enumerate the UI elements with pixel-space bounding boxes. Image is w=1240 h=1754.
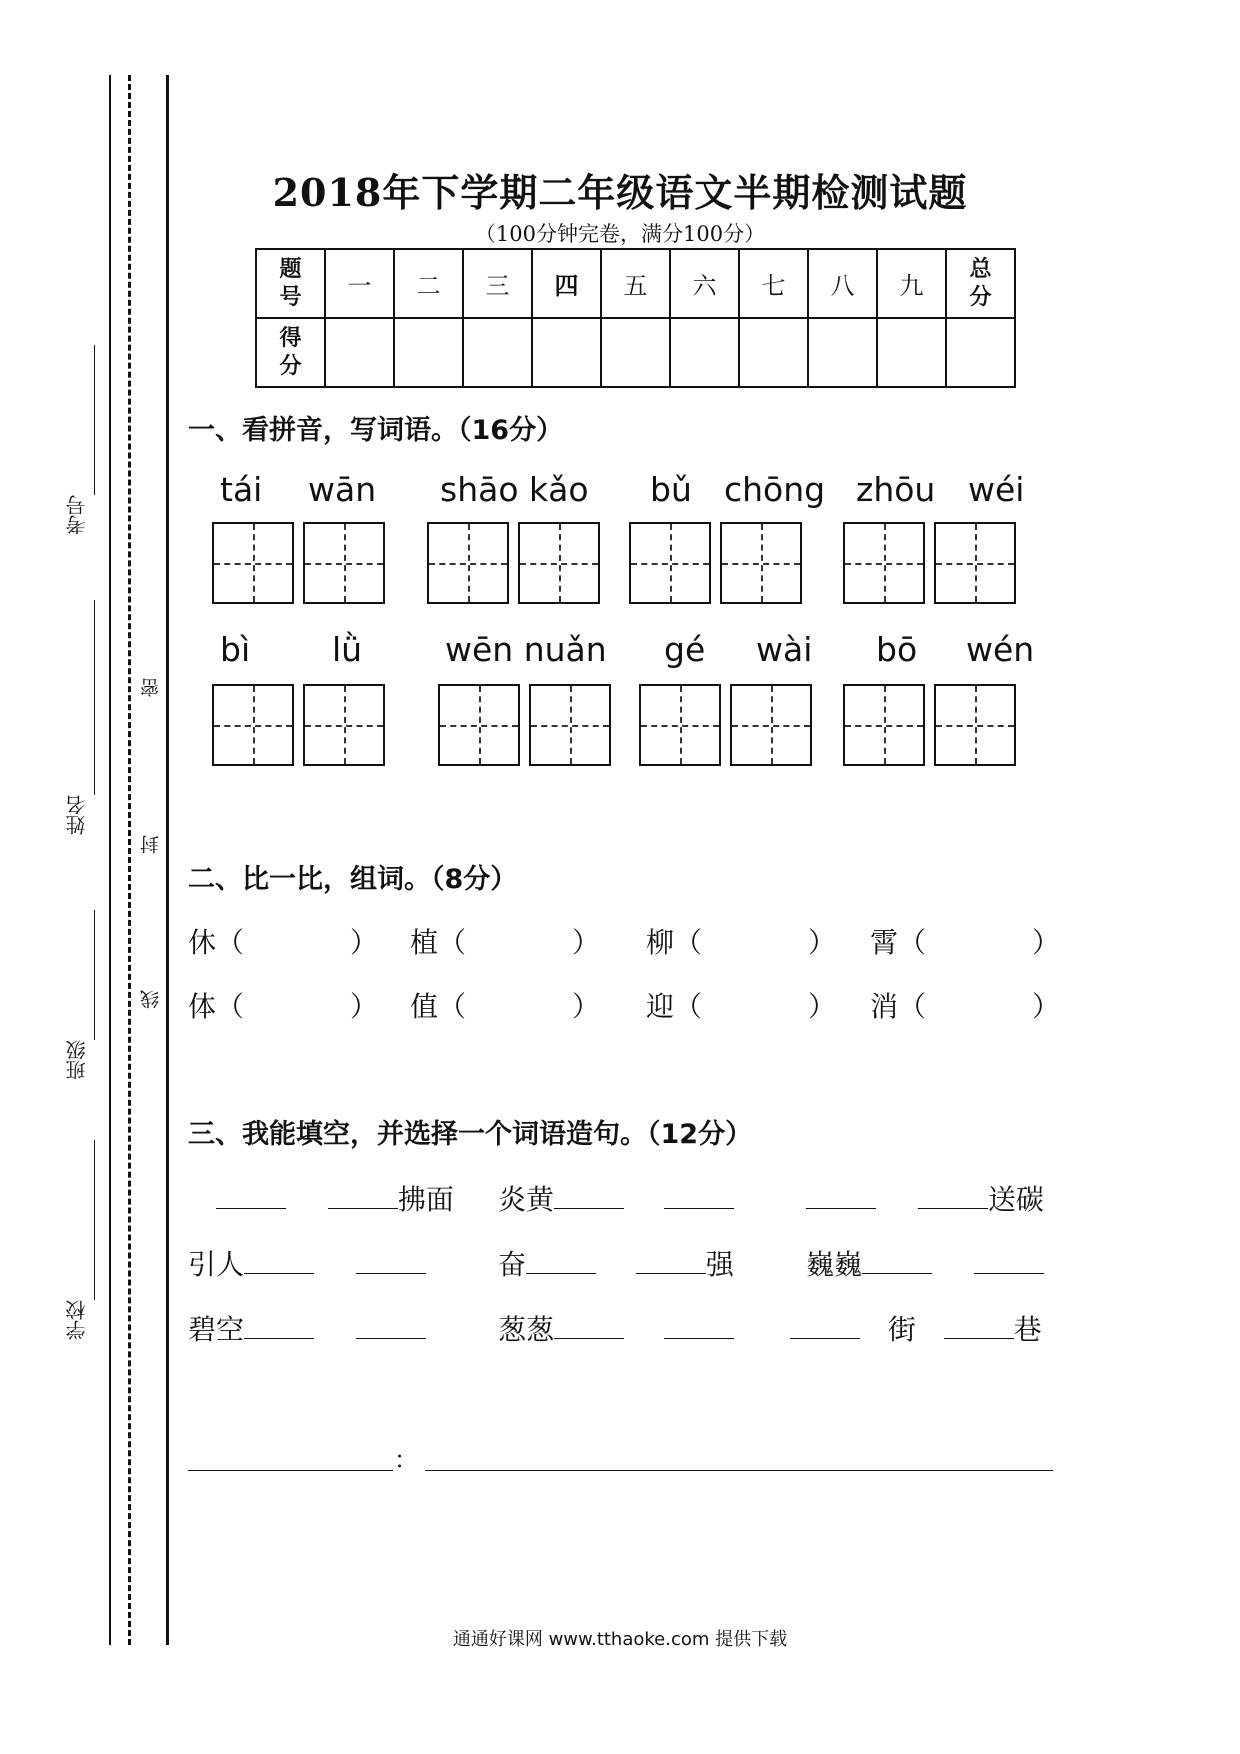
- seal-feng: 封: [140, 835, 162, 854]
- score-cell[interactable]: [463, 318, 532, 387]
- score-cell[interactable]: [394, 318, 463, 387]
- fill-row-2c: [806, 1243, 1044, 1283]
- writing-grid[interactable]: [303, 522, 385, 604]
- fill-row-2b: [498, 1243, 734, 1283]
- paren-close: ）: [572, 926, 601, 959]
- binding-line-outer: [109, 75, 111, 1645]
- pinyin: shāo kǎo: [440, 470, 589, 509]
- fill-row-1b: [498, 1178, 734, 1218]
- score-table: [255, 248, 1016, 388]
- paren-close: ）: [350, 926, 379, 959]
- fill-row-3c: [790, 1308, 1042, 1348]
- name-label: 姓名: [65, 795, 89, 835]
- seal-xian: 线: [140, 990, 162, 1009]
- fill-blank[interactable]: [356, 1247, 426, 1274]
- score-cell[interactable]: [739, 318, 808, 387]
- writing-grid[interactable]: [629, 522, 711, 604]
- section-1-title: 一、看拼音，写词语。（16分）: [188, 415, 564, 446]
- table-row: [256, 249, 1015, 318]
- fill-blank[interactable]: [216, 1182, 286, 1209]
- school-blank[interactable]: [94, 1140, 95, 1300]
- column-2: 二: [394, 249, 463, 318]
- pinyin: wéi: [968, 470, 1025, 509]
- writing-grid[interactable]: [843, 522, 925, 604]
- writing-grid[interactable]: [212, 684, 294, 766]
- fill-blank[interactable]: [918, 1182, 988, 1209]
- word: 街: [887, 1313, 916, 1346]
- section-3-title: 三、我能填空，并选择一个词语造句。（12分）: [188, 1119, 753, 1150]
- class-blank[interactable]: [94, 910, 95, 1040]
- word: 引人: [188, 1248, 245, 1281]
- score-cell[interactable]: [670, 318, 739, 387]
- writing-grid[interactable]: [438, 684, 520, 766]
- writing-grid[interactable]: [639, 684, 721, 766]
- fill-row-1c: [806, 1178, 1044, 1218]
- word: 强: [705, 1248, 734, 1281]
- word: 送碳: [987, 1183, 1044, 1216]
- pinyin: bō: [876, 630, 918, 669]
- pinyin: bì: [220, 630, 251, 669]
- fill-row-1: [216, 1178, 454, 1218]
- column-8: 八: [808, 249, 877, 318]
- writing-grid[interactable]: [303, 684, 385, 766]
- writing-grid[interactable]: [730, 684, 812, 766]
- word: 葱葱: [498, 1313, 555, 1346]
- pinyin: tái: [220, 470, 263, 509]
- score-cell[interactable]: [808, 318, 877, 387]
- writing-grid[interactable]: [529, 684, 611, 766]
- column-5: 五: [601, 249, 670, 318]
- column-1: 一: [325, 249, 394, 318]
- word: 奋: [498, 1248, 527, 1281]
- exam-no-label: 考号: [65, 495, 89, 535]
- table-row: [256, 318, 1015, 387]
- paren-close: ）: [572, 990, 601, 1023]
- score-cell[interactable]: [601, 318, 670, 387]
- pinyin: bǔ: [650, 470, 692, 509]
- paren-close: ）: [808, 990, 837, 1023]
- pinyin: wān: [308, 470, 377, 509]
- column-9: 九: [877, 249, 946, 318]
- compare-item: 值（: [410, 990, 467, 1023]
- pinyin: zhōu: [856, 470, 936, 509]
- page-title: 2018年下学期二年级语文半期检测试题: [272, 170, 968, 215]
- question-no-header: 题号: [256, 249, 325, 318]
- fill-blank[interactable]: [636, 1247, 706, 1274]
- fill-row-3b: [498, 1308, 734, 1348]
- section-2-title: 二、比一比，组词。（8分）: [188, 864, 518, 895]
- pinyin: wén: [966, 630, 1035, 669]
- pinyin: lǜ: [332, 630, 363, 669]
- seal-mi: 密: [140, 678, 162, 697]
- binding-cut-line: [128, 75, 131, 1645]
- word: 巷: [1013, 1313, 1042, 1346]
- fill-blank[interactable]: [554, 1182, 624, 1209]
- paren-close: ）: [1032, 926, 1061, 959]
- fill-row-3: [188, 1308, 426, 1348]
- pinyin: gé: [664, 630, 706, 669]
- fill-blank[interactable]: [944, 1312, 1014, 1339]
- compare-item: 迎（: [646, 990, 703, 1023]
- writing-grid[interactable]: [427, 522, 509, 604]
- compare-item: 休（: [188, 926, 245, 959]
- sentence-word-blank[interactable]: [188, 1470, 393, 1471]
- writing-grid[interactable]: [934, 684, 1016, 766]
- paren-close: ）: [350, 990, 379, 1023]
- total-header: 总分: [946, 249, 1015, 318]
- fill-blank[interactable]: [664, 1312, 734, 1339]
- score-header: 得分: [256, 318, 325, 387]
- writing-grid[interactable]: [843, 684, 925, 766]
- colon: ：: [394, 1446, 418, 1474]
- paren-close: ）: [1032, 990, 1061, 1023]
- pinyin: wài: [756, 630, 813, 669]
- school-label: 学校: [65, 1300, 89, 1340]
- class-label: 班级: [65, 1040, 89, 1080]
- fill-row-2: [188, 1243, 426, 1283]
- pinyin: wēn nuǎn: [445, 630, 607, 669]
- fill-blank[interactable]: [664, 1182, 734, 1209]
- word: 炎黄: [498, 1183, 555, 1216]
- column-7: 七: [739, 249, 808, 318]
- score-cell[interactable]: [325, 318, 394, 387]
- fill-blank[interactable]: [356, 1312, 426, 1339]
- fill-blank[interactable]: [526, 1247, 596, 1274]
- writing-grid[interactable]: [720, 522, 802, 604]
- word: 巍巍: [806, 1248, 863, 1281]
- footer-source: 通通好课网 www.tthaoke.com 提供下载: [452, 1629, 788, 1650]
- word: 拂面: [397, 1183, 454, 1216]
- pinyin: chōng: [724, 470, 826, 509]
- compare-item: 植（: [410, 926, 467, 959]
- fill-blank[interactable]: [974, 1247, 1044, 1274]
- column-6: 六: [670, 249, 739, 318]
- fill-blank[interactable]: [244, 1312, 314, 1339]
- writing-grid[interactable]: [518, 522, 600, 604]
- compare-item: 体（: [188, 990, 245, 1023]
- fill-blank[interactable]: [862, 1247, 932, 1274]
- fill-blank[interactable]: [328, 1182, 398, 1209]
- column-4: 四: [532, 249, 601, 318]
- fill-blank[interactable]: [806, 1182, 876, 1209]
- fill-blank[interactable]: [554, 1312, 624, 1339]
- fill-blank[interactable]: [790, 1312, 860, 1339]
- score-cell[interactable]: [877, 318, 946, 387]
- compare-item: 消（: [870, 990, 927, 1023]
- exam-no-blank[interactable]: [94, 345, 95, 495]
- column-3: 三: [463, 249, 532, 318]
- compare-item: 柳（: [646, 926, 703, 959]
- score-cell[interactable]: [532, 318, 601, 387]
- paren-close: ）: [808, 926, 837, 959]
- sentence-blank[interactable]: [425, 1470, 1053, 1471]
- binding-line-inner: [166, 75, 169, 1645]
- page-subtitle: （100分钟完卷，满分100分）: [474, 222, 766, 246]
- compare-item: 霄（: [870, 926, 927, 959]
- writing-grid[interactable]: [934, 522, 1016, 604]
- writing-grid[interactable]: [212, 522, 294, 604]
- name-blank[interactable]: [94, 600, 95, 795]
- word: 碧空: [188, 1313, 245, 1346]
- score-cell[interactable]: [946, 318, 1015, 387]
- fill-blank[interactable]: [244, 1247, 314, 1274]
